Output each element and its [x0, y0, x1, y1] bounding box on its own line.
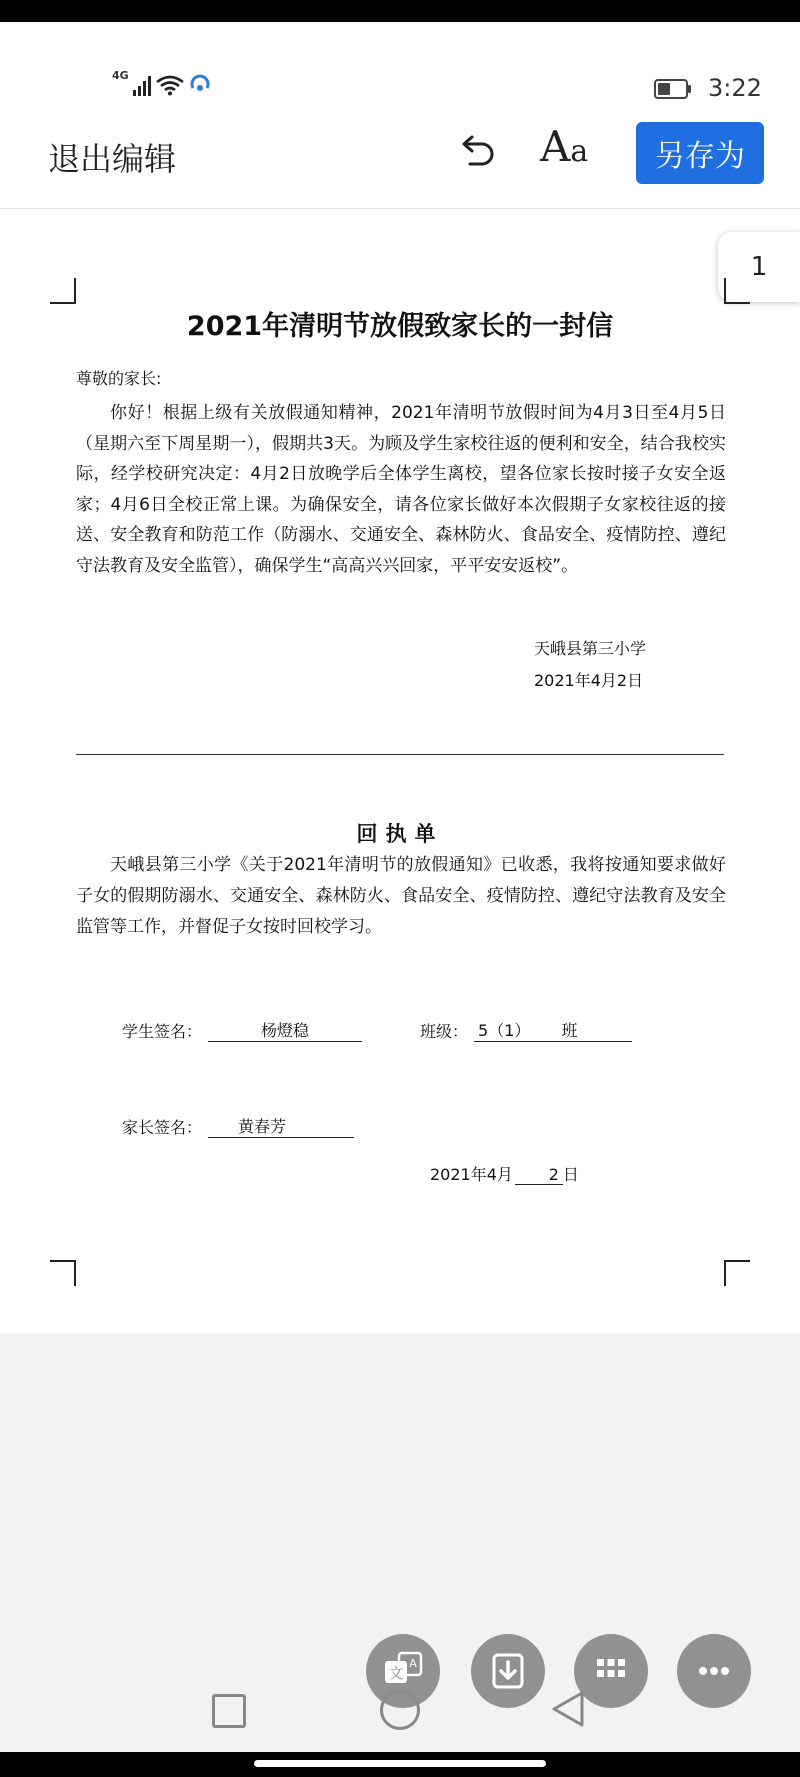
- save-as-button[interactable]: 另存为: [636, 122, 764, 184]
- font-small-letter: a: [570, 134, 589, 169]
- exit-edit-button[interactable]: 退出编辑: [48, 140, 177, 178]
- more-options-button[interactable]: [677, 1634, 751, 1708]
- class-value: 5（1）: [478, 1021, 531, 1040]
- class-row: [420, 1018, 632, 1042]
- class-label: 班级：: [420, 1022, 469, 1041]
- page-number-badge[interactable]: 1: [718, 232, 800, 302]
- receipt-date-day: 2: [515, 1165, 563, 1185]
- student-signature-row: [122, 1018, 362, 1042]
- network-type: 4G: [112, 69, 129, 82]
- salutation: 尊敬的家长:: [76, 369, 162, 388]
- status-bar: [0, 22, 800, 112]
- recent-apps-icon[interactable]: [212, 1694, 246, 1728]
- signature-date: 2021年4月2日: [534, 671, 644, 690]
- more-icon: [694, 1651, 734, 1691]
- receipt-date-prefix: 2021年4月: [430, 1165, 513, 1184]
- student-label: 学生签名：: [122, 1022, 203, 1041]
- undo-icon[interactable]: [452, 128, 500, 176]
- clock: 3:22: [708, 74, 762, 102]
- translate-icon: [383, 1651, 423, 1691]
- translate-glyph: 文: [388, 1664, 404, 1682]
- parent-signature-row: [122, 1114, 354, 1138]
- download-button[interactable]: [471, 1634, 545, 1708]
- crop-mark-top-left: [50, 278, 76, 304]
- translate-sup: A: [409, 1657, 417, 1670]
- home-indicator[interactable]: [254, 1760, 546, 1767]
- class-value-line: [474, 1018, 632, 1042]
- battery-icon: [654, 79, 692, 99]
- translate-button[interactable]: [366, 1634, 440, 1708]
- signature-school: 天峨县第三小学: [534, 639, 647, 658]
- apps-grid-button[interactable]: [574, 1634, 648, 1708]
- sync-icon: [189, 74, 211, 96]
- signal-group: [112, 69, 211, 96]
- back-icon[interactable]: [550, 1690, 586, 1728]
- crop-mark-bottom-right: [724, 1260, 750, 1286]
- wifi-icon: [155, 74, 185, 96]
- grid-icon: [591, 1651, 631, 1691]
- letter-body: 你好！根据上级有关放假通知精神，2021年清明节放假时间为4月3日至4月5日（星期六至下周星期一），假期共3天。为顾及学生家校往返的便利和安全，结合我校实际，经学校研究决定：4月2日放晚学后全体学生离校，望各位家长按时接子女安全返家；4月6日全校正常上课。为确保安全，请各位家长做好本次假期子女家校往返的接送、安全教育和防范工作（防溺水、交通安全、森林防火、食品安全、疫情防控、遵纪守法教育及安全监管），确保学生“高高兴兴回家，平平安安返校”。: [76, 403, 726, 576]
- document-title: 2021年清明节放假致家长的一封信: [186, 311, 614, 342]
- top-black-strip: [0, 0, 800, 22]
- student-name: 杨燈稳: [208, 1018, 362, 1042]
- parent-name: 黄春芳: [208, 1114, 354, 1138]
- signal-bars-icon: [133, 74, 151, 96]
- parent-label: 家长签名：: [122, 1118, 203, 1137]
- receipt-body: 天峨县第三小学《关于2021年清明节的放假通知》已收悉，我将按通知要求做好子女的假期防溺水、交通安全、森林防火、食品安全、疫情防控、遵纪守法教育及安全监管等工作，并督促子女按时回校学习。: [76, 855, 726, 937]
- crop-mark-bottom-left: [50, 1260, 76, 1286]
- editor-toolbar: [0, 112, 800, 209]
- font-big-letter: A: [540, 122, 571, 171]
- crop-mark-top-right: [724, 278, 750, 304]
- font-settings-button[interactable]: [540, 122, 588, 171]
- receipt-title: 回执单: [356, 822, 444, 846]
- download-icon: [488, 1651, 528, 1691]
- section-divider: [76, 754, 724, 755]
- receipt-date: [430, 1162, 579, 1185]
- receipt-date-suffix: 日: [562, 1165, 579, 1184]
- class-suffix: 班: [561, 1021, 578, 1040]
